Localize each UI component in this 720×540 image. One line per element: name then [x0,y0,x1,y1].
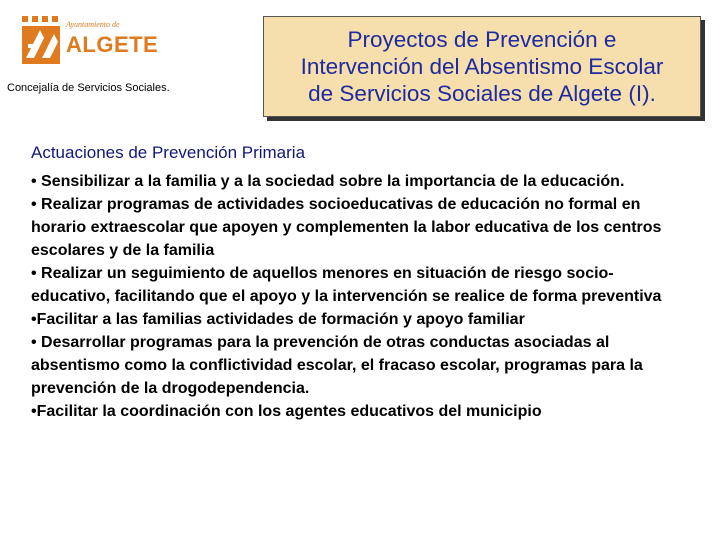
municipality-logo [20,14,159,70]
section-heading: Actuaciones de Prevención Primaria [31,143,306,162]
title-box [263,16,701,117]
slide-title [293,26,672,107]
title-line-1: Proyectos de Prevención e [347,27,617,52]
algete-crest-icon [20,14,64,66]
list-item: • Desarrollar programas para la prevención de otras conductas asociadas al absentismo como la conflictividad escolar, el fracaso escolar, programas para la prevención de la drogodependencia. [31,334,643,397]
title-line-2: Intervención del Absentismo Escolar [300,54,664,79]
title-line-3: de Servicios Sociales de Algete (I). [308,81,656,106]
logo-caption: Ayuntamiento de [66,20,120,29]
bullet-list [31,170,691,423]
department-label: Concejalía de Servicios Sociales. [7,82,170,94]
list-item: • Realizar un seguimiento de aquellos menores en situación de riesgo socio-educativo, facilitando que el apoyo y la intervención se realice de forma preventiva [31,265,662,305]
list-item: • Sensibilizar a la familia y a la sociedad sobre la importancia de la educación. [31,173,625,190]
list-item: • Realizar programas de actividades socioeducativas de educación no formal en horario extraescolar que apoyen y complementen la labor educativa de los centros escolares y de la familia [31,196,662,259]
list-item: •Facilitar la coordinación con los agentes educativos del municipio [31,403,542,420]
logo-wordmark: ALGETE [66,32,159,57]
list-item: •Facilitar a las familias actividades de formación y apoyo familiar [31,311,525,328]
